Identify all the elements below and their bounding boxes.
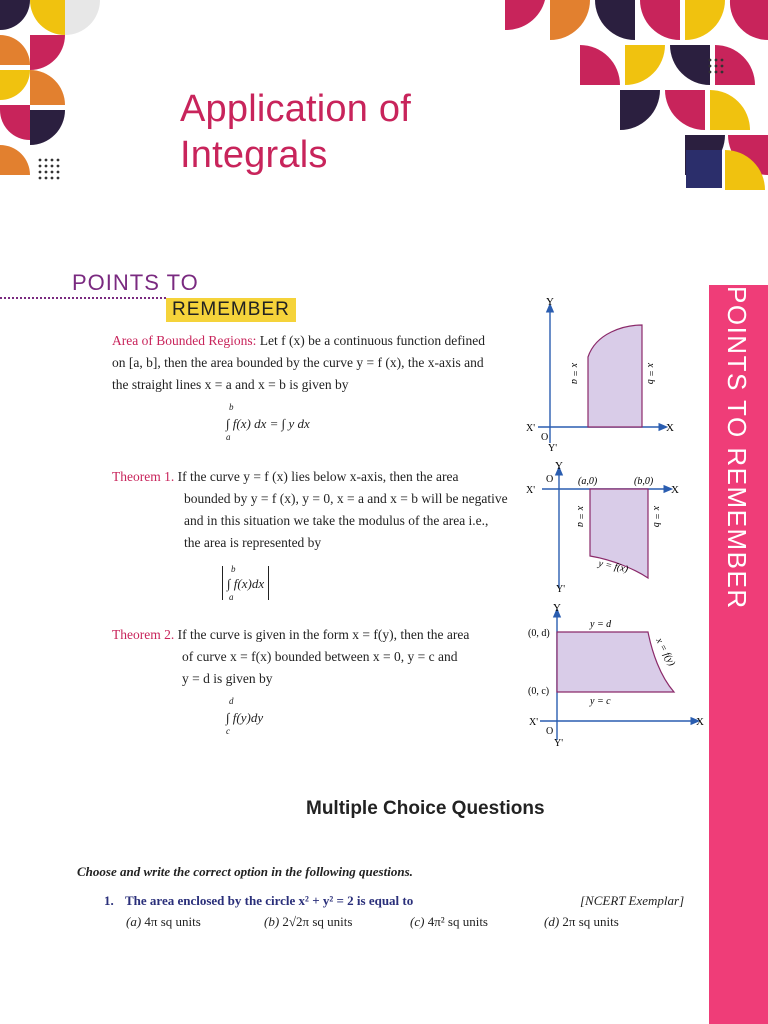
section2-line-3: and in this situation we take the modulus of the area i.e., xyxy=(184,513,489,528)
option-c-label: (c) xyxy=(410,914,425,929)
option-c-text: 4π² sq units xyxy=(427,914,488,929)
option-b-text: 2√2π sq units xyxy=(282,914,353,929)
section2-line-2: bounded by y = f (x), y = 0, x = a and x = b will be negative xyxy=(184,491,508,506)
section1-line-1: Let f (x) be a continuous function defined xyxy=(259,333,486,348)
d2-label-yp: Y' xyxy=(556,584,566,595)
d2-label-y: Y xyxy=(555,460,563,472)
formula-2-upper: b xyxy=(231,564,236,574)
formula-3-upper: d xyxy=(229,696,234,706)
section3-line-1: If the curve is given in the form x = f(y), then the area xyxy=(177,627,470,642)
d1-label-y: Y xyxy=(546,296,554,308)
d3-label-yd: y = d xyxy=(590,619,612,630)
option-a-text: 4π sq units xyxy=(144,914,201,929)
section3-heading: Theorem 2. xyxy=(112,627,175,642)
option-b-label: (b) xyxy=(264,914,280,929)
formula-1-upper: b xyxy=(229,402,234,412)
section-theorem-1 xyxy=(112,466,522,554)
section3-line-3: y = d is given by xyxy=(182,671,273,686)
section1-line-2: on [a, b], then the area bounded by the curve y = f (x), the x-axis and xyxy=(112,355,484,370)
mcq-title: Multiple Choice Questions xyxy=(306,798,545,819)
option-c xyxy=(410,914,488,930)
d3-label-o: O xyxy=(546,726,554,737)
title-line-2: Integrals xyxy=(180,134,328,176)
d2-label-pa: (a,0) xyxy=(578,476,598,487)
formula-1-body: ∫ f(x) dx = ∫ y dx xyxy=(226,416,310,431)
formula-2-lower: a xyxy=(229,592,234,602)
section1-line-3: the straight lines x = a and x = b is given by xyxy=(112,377,349,392)
d3-label-yc: y = c xyxy=(590,696,611,707)
section-area-bounded xyxy=(112,330,522,396)
formula-2-body: ∫ f(x)dx xyxy=(227,576,265,591)
decor-top-left xyxy=(0,0,110,190)
d1-label-yp: Y' xyxy=(548,443,558,454)
d2-label-xa: x = a xyxy=(575,506,586,528)
d2-label-pb: (b,0) xyxy=(634,476,654,487)
question-1-number: 1. xyxy=(104,893,114,908)
option-a-label: (a) xyxy=(126,914,142,929)
section-theorem-2 xyxy=(112,624,522,690)
points-heading-line2: REMEMBER xyxy=(166,298,296,322)
d1-label-xa: x = a xyxy=(569,363,580,385)
section1-heading: Area of Bounded Regions: xyxy=(112,333,257,348)
d3-label-y: Y xyxy=(553,602,561,614)
question-1-reference: [NCERT Exemplar] xyxy=(580,893,685,908)
formula-3-lower: c xyxy=(226,726,230,736)
question-1-text: The area enclosed by the circle x² + y² = 2 is equal to xyxy=(125,893,414,908)
d1-label-o: O xyxy=(541,432,549,443)
page-title xyxy=(180,86,411,178)
mcq-instruction: Choose and write the correct option in the following questions. xyxy=(77,864,413,879)
d3-label-x: X xyxy=(696,716,704,728)
option-a xyxy=(126,914,201,930)
d3-label-xp: X' xyxy=(529,717,539,728)
option-d xyxy=(544,914,619,930)
option-b xyxy=(264,914,352,930)
d3-label-curve: x = f(y) xyxy=(653,636,678,668)
diagram-area-below-axis xyxy=(524,460,704,595)
d1-label-x: X xyxy=(666,422,674,434)
diagram-area-above-axis xyxy=(524,295,704,455)
formula-1 xyxy=(226,402,310,442)
question-1 xyxy=(104,893,413,909)
option-d-label: (d) xyxy=(544,914,560,929)
title-line-1: Application of xyxy=(180,88,411,130)
d3-label-pd: (0, d) xyxy=(528,628,550,639)
shaded-area xyxy=(588,325,642,427)
option-d-text: 2π sq units xyxy=(562,914,619,929)
d2-label-curve: y = f(x) xyxy=(597,558,630,576)
dotted-rule xyxy=(0,297,166,299)
d3-label-yp: Y' xyxy=(554,738,564,749)
diagram-area-y-axis xyxy=(524,600,710,760)
section3-line-2: of curve x = f(x) bounded between x = 0, y = c and xyxy=(182,649,458,664)
section2-heading: Theorem 1. xyxy=(112,469,175,484)
formula-2 xyxy=(222,566,269,600)
d2-label-x: X xyxy=(671,484,679,496)
d1-label-xp: X' xyxy=(526,423,536,434)
section2-line-1: If the curve y = f (x) lies below x-axis, then the area xyxy=(177,469,459,484)
formula-3 xyxy=(226,696,264,736)
section2-line-4: the area is represented by xyxy=(184,535,322,550)
formula-3-body: ∫ f(y)dy xyxy=(226,710,264,725)
side-banner-text: POINTS TO REMEMBER xyxy=(722,286,752,610)
formula-1-lower: a xyxy=(226,432,231,442)
d3-label-pc: (0, c) xyxy=(528,686,550,697)
d1-label-xb: x = b xyxy=(645,363,656,385)
decor-top-right xyxy=(500,0,768,190)
d2-label-xp: X' xyxy=(526,485,536,496)
d2-label-o: O xyxy=(546,474,554,485)
points-heading-line1: POINTS TO xyxy=(72,270,199,295)
d2-label-xb: x = b xyxy=(651,506,662,528)
